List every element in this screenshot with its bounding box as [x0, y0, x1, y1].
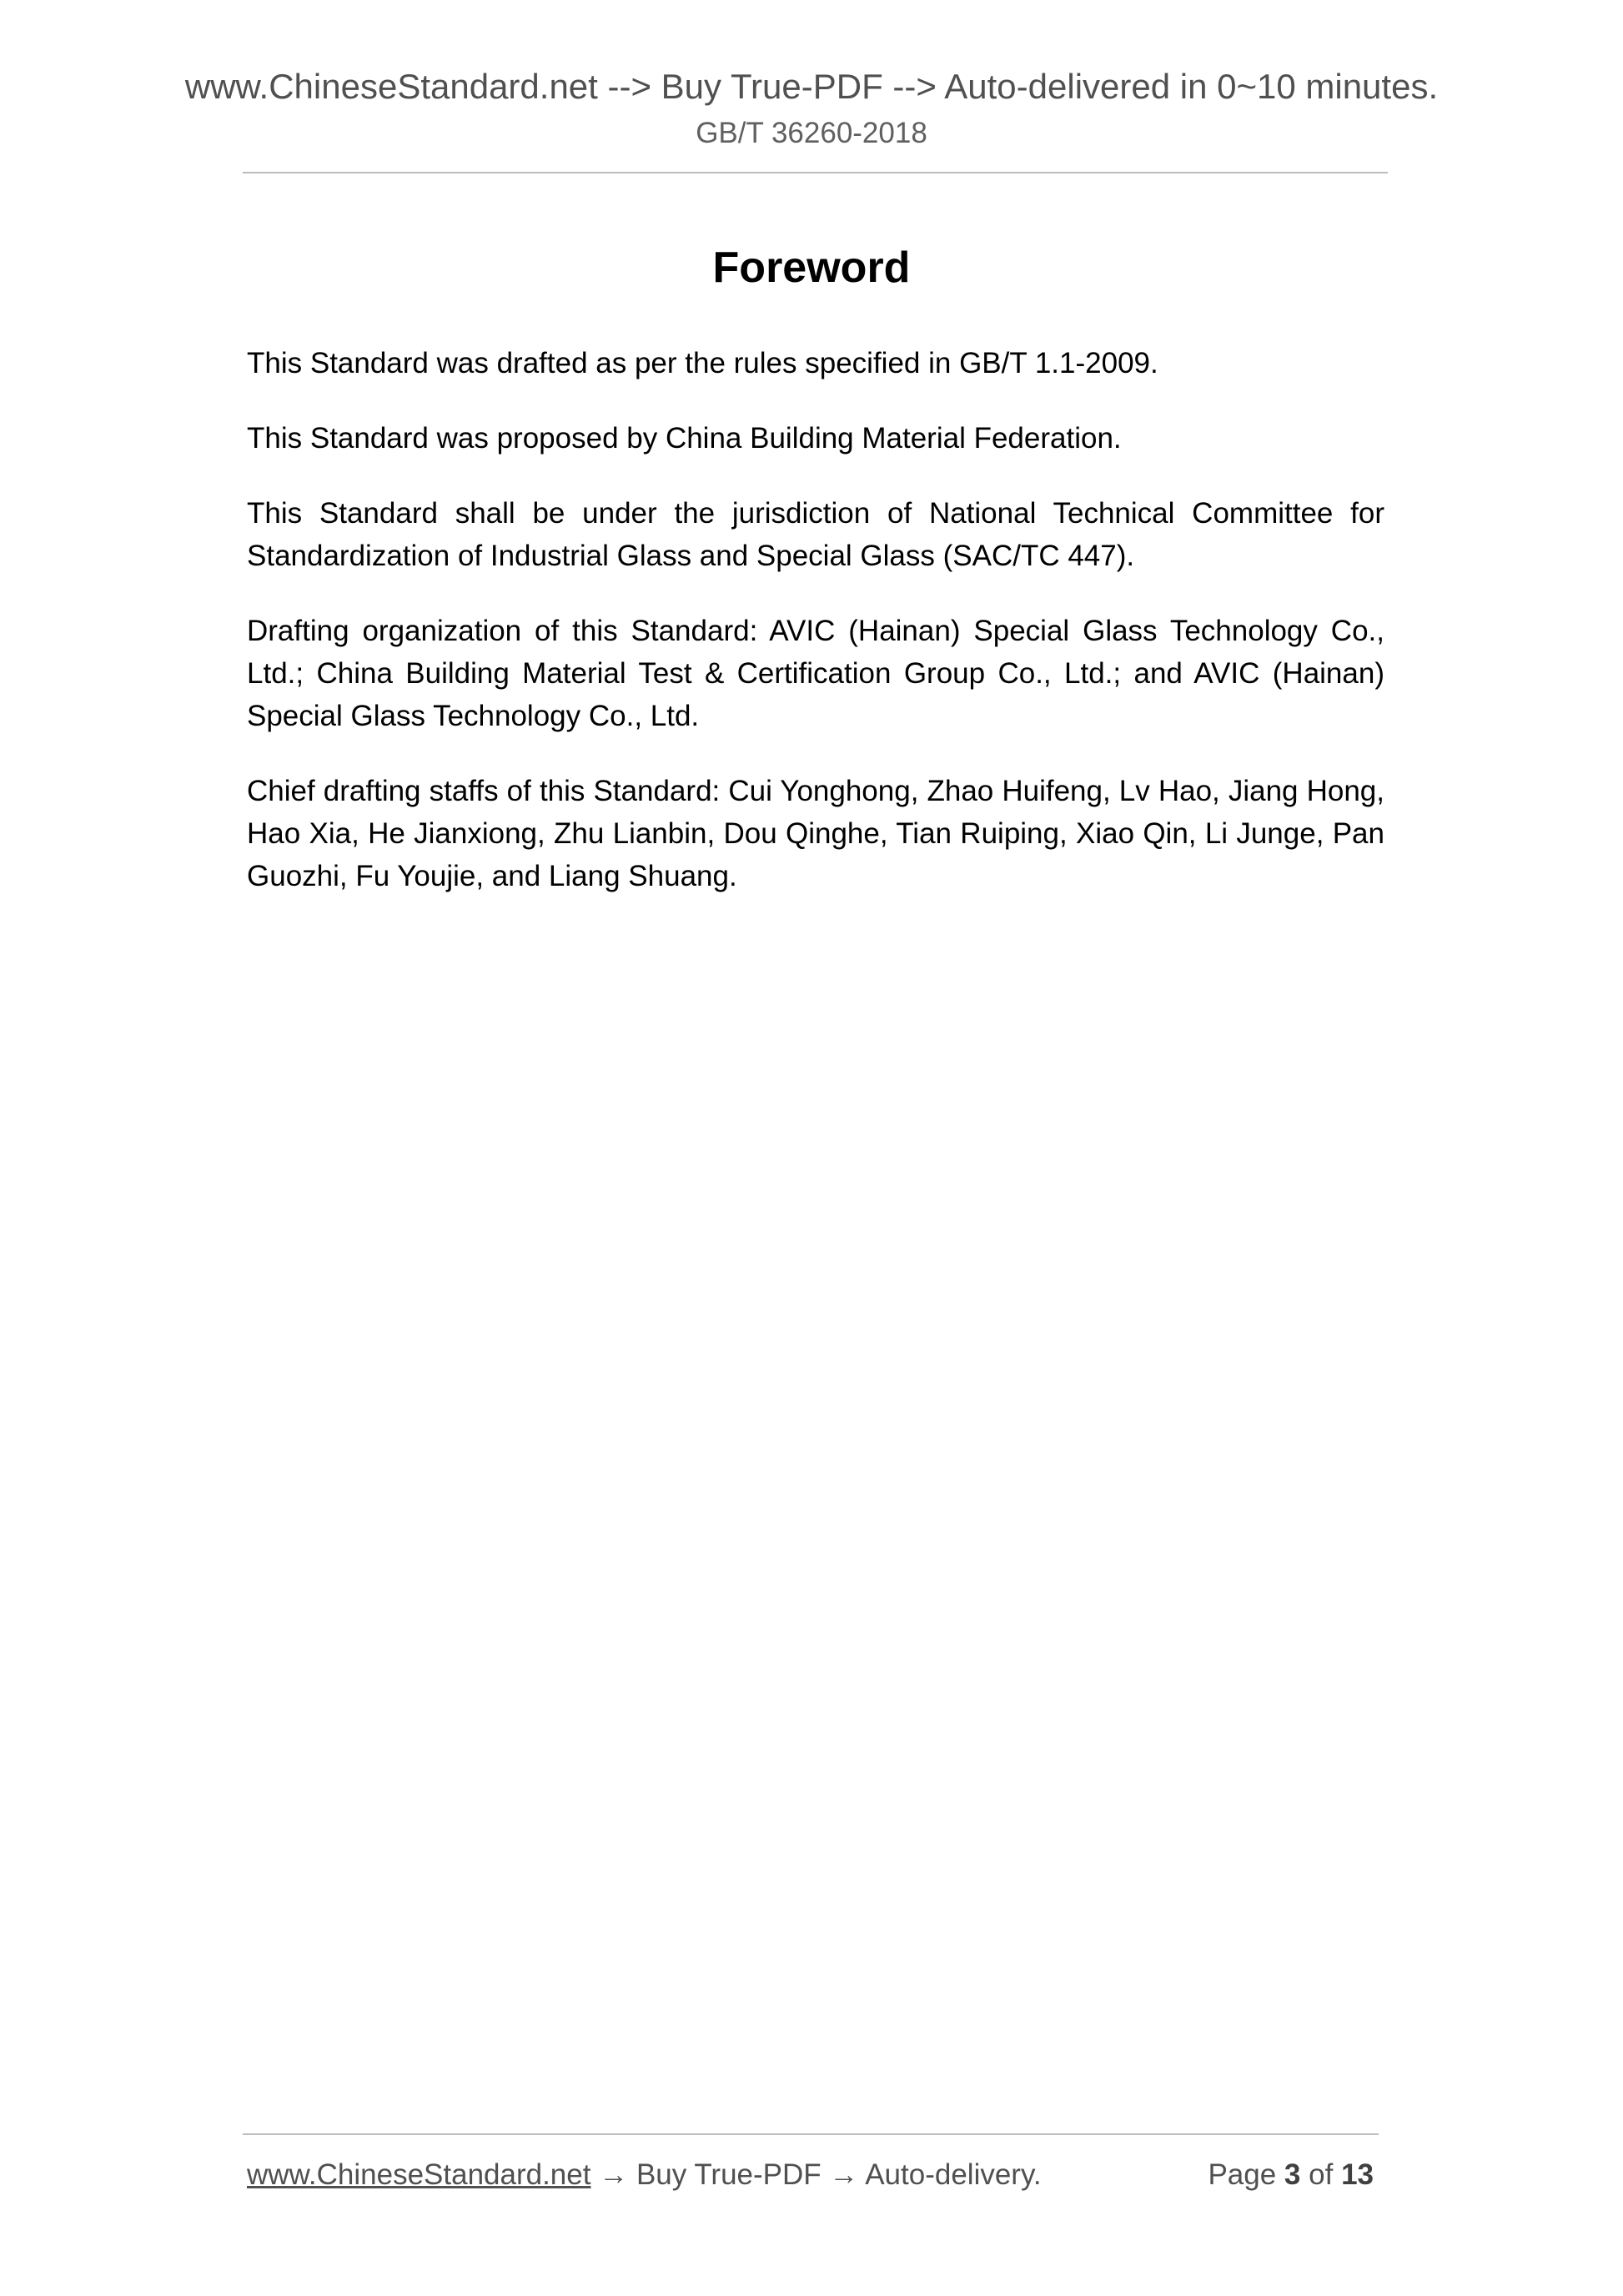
- paragraph-drafting-rules: This Standard was drafted as per the rules specified in GB/T 1.1-2009.: [247, 347, 1158, 379]
- footer-delivery-text: Auto-delivery.: [865, 2158, 1042, 2191]
- header-doc-id: GB/T 36260-2018: [696, 117, 927, 149]
- page-of: of: [1309, 2158, 1334, 2191]
- arrow-right-icon: →: [599, 2158, 629, 2191]
- page-current: 3: [1284, 2158, 1301, 2191]
- page-title: Foreword: [712, 244, 911, 292]
- paragraph-drafting-organization: Drafting organization of this Standard: AVIC (Hainan) Special Glass Technology Co., Ltd.; China Building Material Test & Certification Group Co., Ltd.; and AVIC (Hainan) Special Glass Technology Co., Ltd.: [247, 615, 1384, 732]
- page-total: 13: [1341, 2158, 1374, 2191]
- footer-divider: [243, 2133, 1379, 2135]
- header-divider: [243, 172, 1388, 173]
- footer-buy-text: Buy True-PDF: [636, 2158, 822, 2191]
- foreword-body: [247, 342, 1384, 930]
- paragraph-drafting-staffs: Chief drafting staffs of this Standard: Cui Yonghong, Zhao Huifeng, Lv Hao, Jiang Hong, Hao Xia, He Jianxiong, Zhu Lianbin, Dou Qinghe, Tian Ruiping, Xiao Qin, Li Junge, Pan Guozhi, Fu Youjie, and Liang Shuang.: [247, 775, 1384, 892]
- arrow-right-icon: →: [829, 2158, 859, 2191]
- paragraph-proposer: This Standard was proposed by China Building Material Federation.: [247, 422, 1122, 455]
- footer-site-link[interactable]: www.ChineseStandard.net: [247, 2158, 591, 2191]
- paragraph-jurisdiction: This Standard shall be under the jurisdiction of National Technical Committee for Standardization of Industrial Glass and Special Glass (SAC/TC 447).: [247, 497, 1384, 572]
- header-banner: www.ChineseStandard.net --> Buy True-PDF --> Auto-delivered in 0~10 minutes.: [184, 67, 1439, 106]
- page-number: [1208, 2156, 1374, 2194]
- page-label: Page: [1208, 2158, 1277, 2191]
- footer-left: [247, 2156, 1042, 2194]
